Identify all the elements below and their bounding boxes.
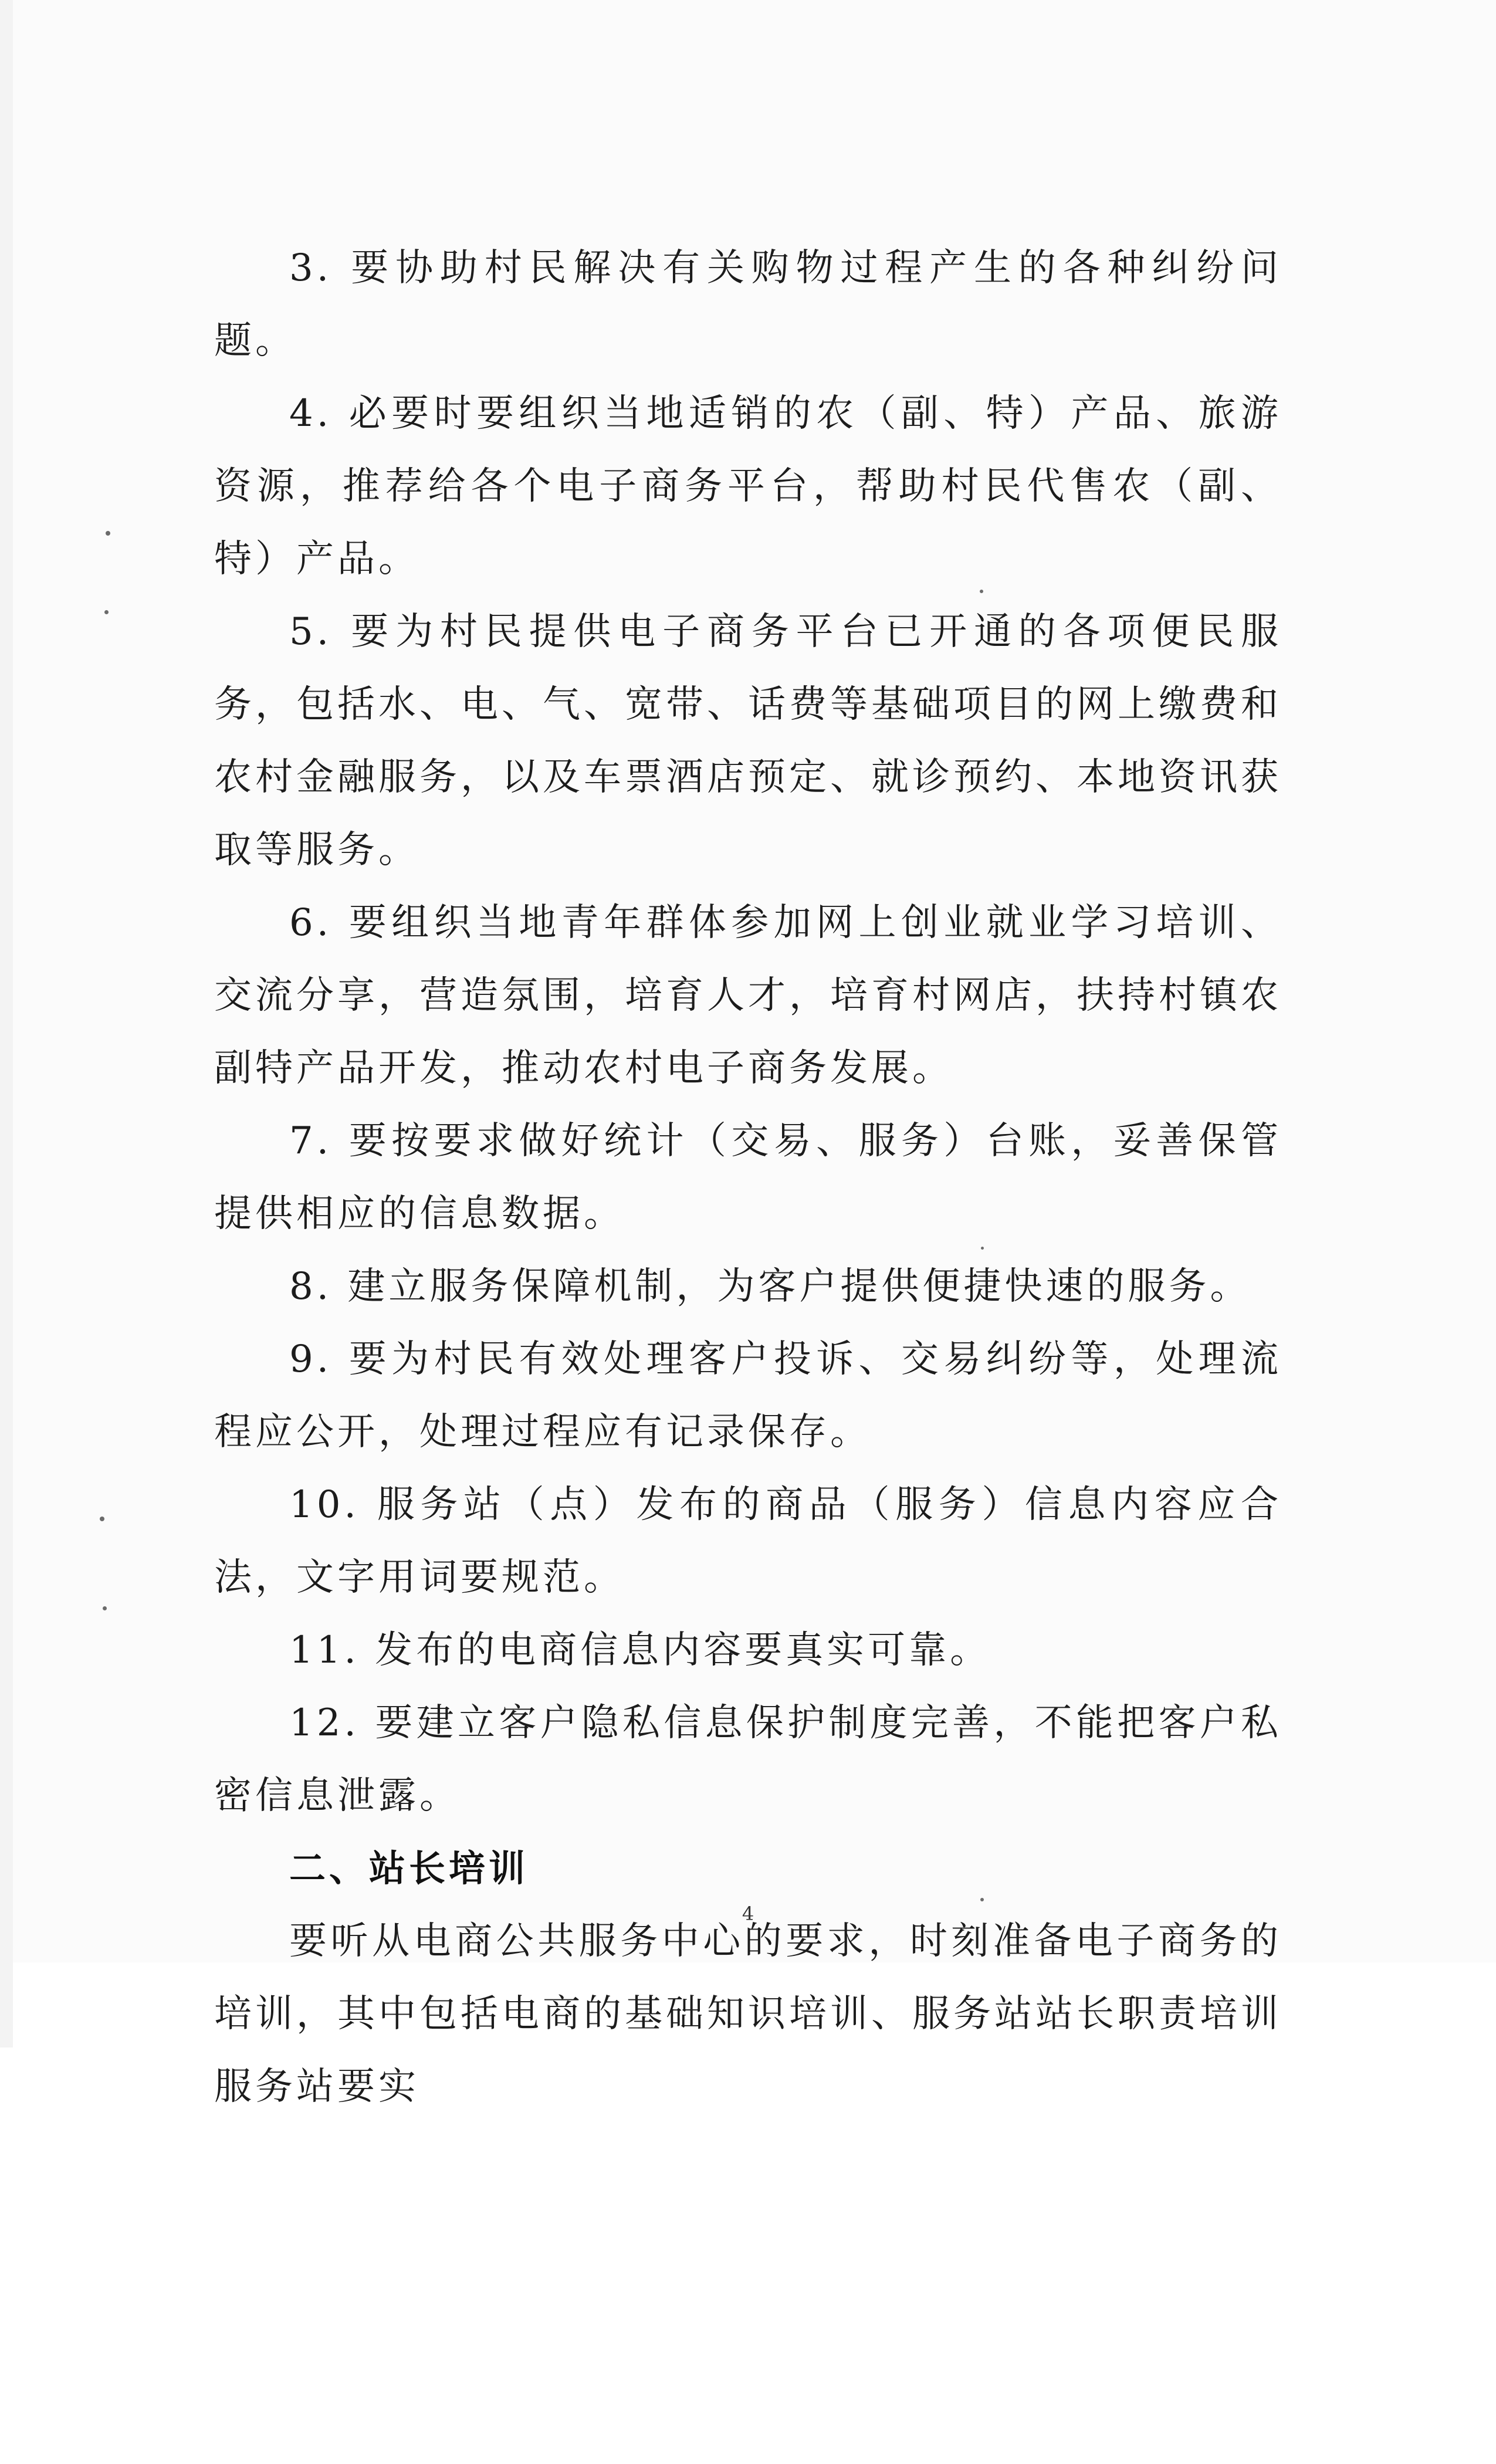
page-number: 4 (742, 1903, 754, 1925)
paragraph-item-12: 12. 要建立客户隐私信息保护制度完善，不能把客户私密信息泄露。 (214, 1701, 1282, 1817)
paragraph-item-4: 4. 必要时要组织当地适销的农（副、特）产品、旅游资源，推荐给各个电子商务平台，帮助村民代售农（副、特）产品。 (214, 392, 1282, 581)
scan-speck (100, 1517, 104, 1521)
scan-left-edge (0, 0, 13, 2047)
document-body (214, 232, 1282, 2123)
paragraph-item-9: 9. 要为村民有效处理客户投诉、交易纠纷等，处理流程应公开，处理过程应有记录保存。 (214, 1338, 1282, 1454)
paragraph-item-5: 5. 要为村民提供电子商务平台已开通的各项便民服务，包括水、电、气、宽带、话费等基础项目的网上缴费和农村金融服务，以及车票酒店预定、就诊预约、本地资讯获取等服务。 (214, 610, 1282, 872)
paragraph-item-8: 8. 建立服务保障机制，为客户提供便捷快速的服务。 (289, 1265, 1251, 1308)
section-paragraph: 要听从电商公共服务中心的要求，时刻准备电子商务的培训，其中包括电商的基础知识培训、服务站站长职责培训服务站要实 (214, 1920, 1282, 2108)
paragraph-item-6: 6. 要组织当地青年群体参加网上创业就业学习培训、交流分享，营造氛围，培育人才，培育村网店，扶持村镇农副特产品开发，推动农村电子商务发展。 (214, 901, 1282, 1090)
paragraph-item-3: 3. 要协助村民解决有关购物过程产生的各种纠纷问题。 (214, 246, 1282, 363)
section-heading-training: 二、站长培训 (289, 1847, 529, 1890)
paragraph-item-11: 11. 发布的电商信息内容要真实可靠。 (289, 1629, 991, 1672)
scan-speck (106, 531, 110, 536)
scan-speck (104, 610, 109, 614)
paragraph-item-10: 10. 服务站（点）发布的商品（服务）信息内容应合法，文字用词要规范。 (214, 1483, 1282, 1599)
scan-speck (103, 1606, 107, 1610)
paragraph-item-7: 7. 要按要求做好统计（交易、服务）台账，妥善保管提供相应的信息数据。 (214, 1119, 1282, 1236)
